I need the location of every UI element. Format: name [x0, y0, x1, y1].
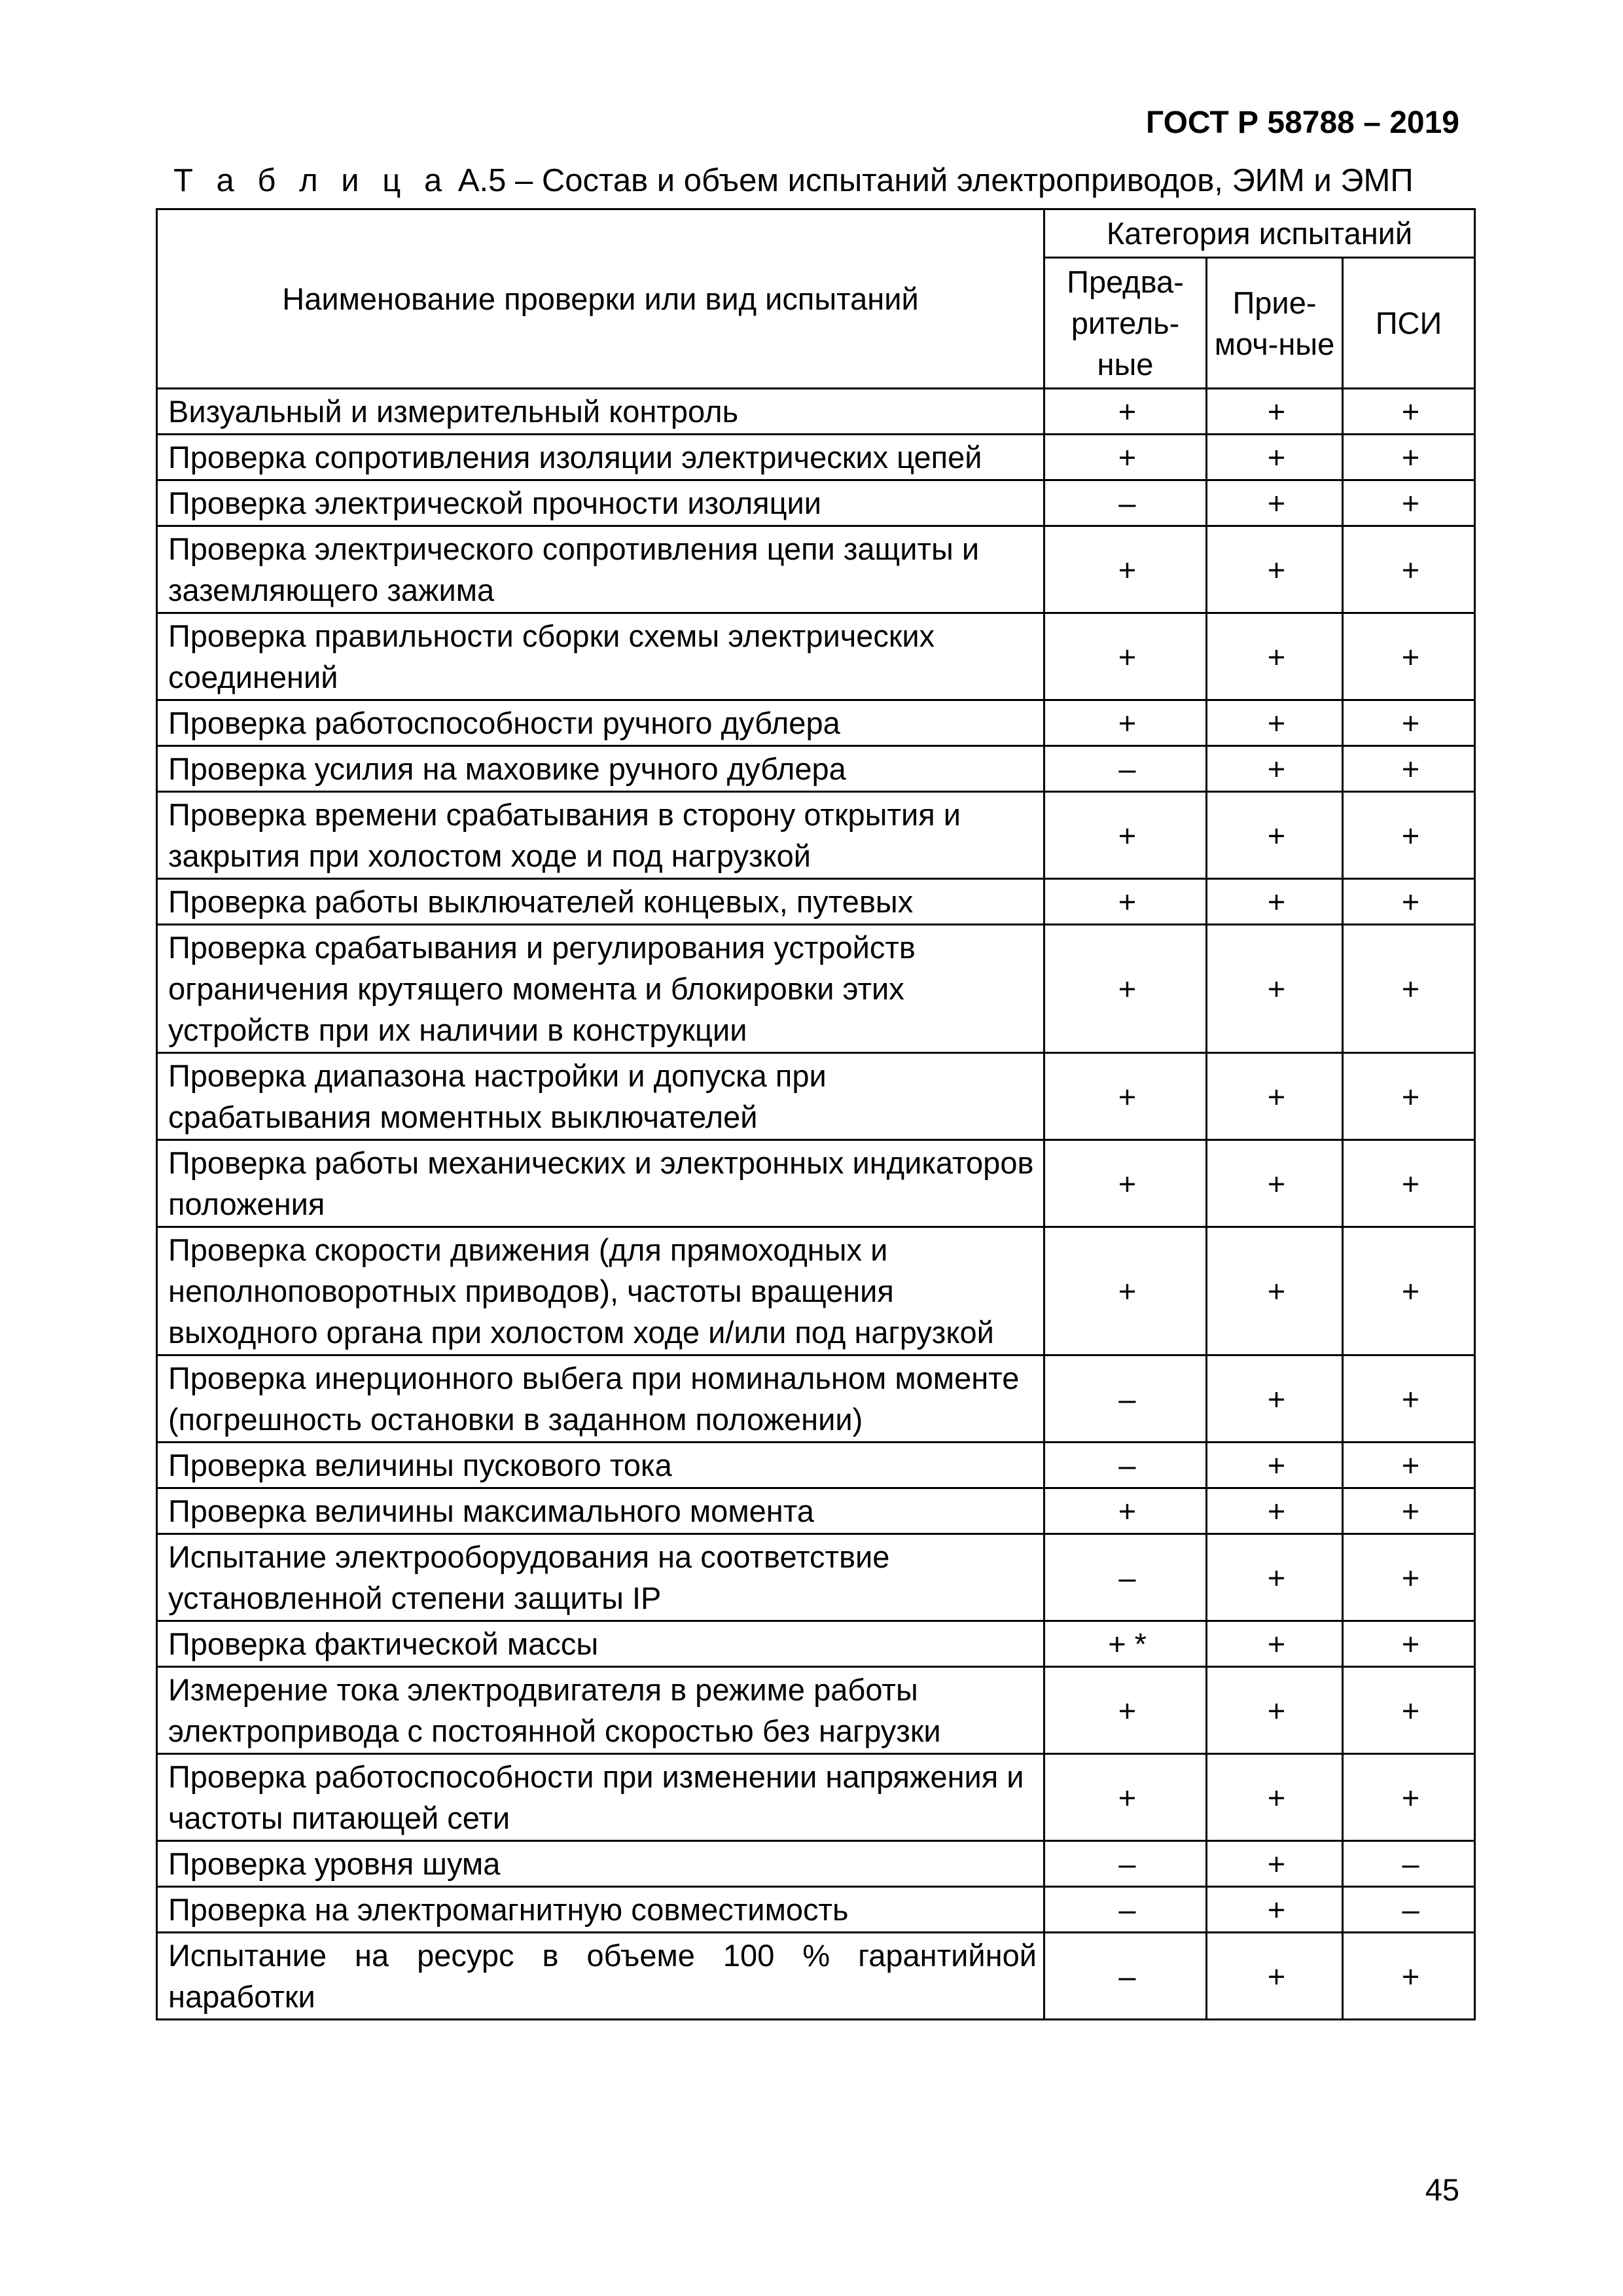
mark-cell-psi: + — [1343, 1053, 1475, 1140]
mark-cell-psi: – — [1343, 1841, 1475, 1887]
mark-cell-acceptance: + — [1207, 1621, 1343, 1667]
mark-cell-psi: + — [1343, 925, 1475, 1053]
test-name-cell: Проверка срабатывания и регулирования устройств ограничения крутящего момента и блокировки этих устройств при их наличии в конструкции — [157, 925, 1044, 1053]
test-name-cell: Проверка работы механических и электронных индикаторов положения — [157, 1140, 1044, 1227]
test-name-cell: Проверка работоспособности при изменении напряжения и частоты питающей сети — [157, 1754, 1044, 1841]
test-name-cell: Испытание электрооборудования на соответствие установленной степени защиты IP — [157, 1534, 1044, 1621]
test-name-cell: Проверка электрической прочности изоляции — [157, 480, 1044, 526]
mark-cell-acceptance: + — [1207, 700, 1343, 746]
mark-cell-acceptance: + — [1207, 1488, 1343, 1534]
mark-cell-psi: + — [1343, 1667, 1475, 1754]
page-number: 45 — [1425, 2172, 1459, 2207]
test-name-cell: Проверка времени срабатывания в сторону открытия и закрытия при холостом ходе и под нагрузкой — [157, 792, 1044, 879]
mark-cell-preliminary: + — [1044, 792, 1207, 879]
test-name-cell: Проверка инерционного выбега при номинальном моменте (погрешность остановки в заданном положении) — [157, 1355, 1044, 1443]
test-name-cell: Визуальный и измерительный контроль — [157, 389, 1044, 435]
table-row — [157, 1841, 1475, 1887]
mark-cell-psi: + — [1343, 1488, 1475, 1534]
table-row — [157, 1887, 1475, 1933]
test-name-cell: Проверка скорости движения (для прямоходных и неполноповоротных приводов), частоты вращения выходного органа при холостом ходе и/или под нагрузкой — [157, 1227, 1044, 1355]
table-row — [157, 1933, 1475, 2020]
mark-cell-preliminary: + — [1044, 1754, 1207, 1841]
mark-cell-acceptance: + — [1207, 480, 1343, 526]
table-row — [157, 1355, 1475, 1443]
table-row — [157, 1534, 1475, 1621]
test-name-cell: Проверка диапазона настройки и допуска при срабатывания моментных выключателей — [157, 1053, 1044, 1140]
mark-cell-psi: + — [1343, 746, 1475, 792]
table-row — [157, 526, 1475, 613]
mark-cell-psi: + — [1343, 1933, 1475, 2020]
mark-cell-acceptance: + — [1207, 792, 1343, 879]
table-row — [157, 792, 1475, 879]
mark-cell-acceptance: + — [1207, 389, 1343, 435]
table-row — [157, 1621, 1475, 1667]
mark-cell-preliminary: – — [1044, 1534, 1207, 1621]
mark-cell-preliminary: + — [1044, 879, 1207, 925]
mark-cell-psi: + — [1343, 613, 1475, 700]
table-row — [157, 480, 1475, 526]
mark-cell-preliminary: + — [1044, 613, 1207, 700]
mark-cell-preliminary: – — [1044, 480, 1207, 526]
table-row — [157, 879, 1475, 925]
table-row — [157, 1227, 1475, 1355]
table-row — [157, 1443, 1475, 1488]
mark-cell-preliminary: + — [1044, 1488, 1207, 1534]
mark-cell-acceptance: + — [1207, 1667, 1343, 1754]
col-header-psi: ПСИ — [1343, 258, 1475, 389]
table-row — [157, 1488, 1475, 1534]
mark-cell-preliminary: + — [1044, 435, 1207, 480]
mark-cell-psi: – — [1343, 1887, 1475, 1933]
test-name-cell: Измерение тока электродвигателя в режиме работы электропривода с постоянной скоростью без нагрузки — [157, 1667, 1044, 1754]
mark-cell-psi: + — [1343, 1355, 1475, 1443]
mark-cell-psi: + — [1343, 792, 1475, 879]
mark-cell-psi: + — [1343, 1621, 1475, 1667]
test-name-cell: Проверка сопротивления изоляции электрических цепей — [157, 435, 1044, 480]
mark-cell-psi: + — [1343, 1443, 1475, 1488]
mark-cell-psi: + — [1343, 700, 1475, 746]
test-name-cell: Проверка работоспособности ручного дублера — [157, 700, 1044, 746]
mark-cell-acceptance: + — [1207, 1841, 1343, 1887]
mark-cell-acceptance: + — [1207, 613, 1343, 700]
mark-cell-preliminary: + — [1044, 925, 1207, 1053]
test-name-cell: Проверка электрического сопротивления цепи защиты и заземляющего зажима — [157, 526, 1044, 613]
mark-cell-preliminary: + — [1044, 1053, 1207, 1140]
col-header-preliminary: Предва-ритель-ные — [1044, 258, 1207, 389]
mark-cell-acceptance: + — [1207, 746, 1343, 792]
mark-cell-psi: + — [1343, 480, 1475, 526]
mark-cell-acceptance: + — [1207, 1355, 1343, 1443]
table-row — [157, 389, 1475, 435]
mark-cell-preliminary: + — [1044, 389, 1207, 435]
mark-cell-preliminary: – — [1044, 1933, 1207, 2020]
mark-cell-acceptance: + — [1207, 1227, 1343, 1355]
test-name-cell: Проверка величины максимального момента — [157, 1488, 1044, 1534]
mark-cell-psi: + — [1343, 879, 1475, 925]
table-row — [157, 613, 1475, 700]
mark-cell-preliminary: – — [1044, 746, 1207, 792]
mark-cell-psi: + — [1343, 1140, 1475, 1227]
table-row — [157, 1053, 1475, 1140]
table-row — [157, 435, 1475, 480]
mark-cell-preliminary: + — [1044, 700, 1207, 746]
mark-cell-acceptance: + — [1207, 1053, 1343, 1140]
name-column-header: Наименование проверки или вид испытаний — [157, 209, 1044, 389]
mark-cell-preliminary: + — [1044, 1227, 1207, 1355]
mark-cell-acceptance: + — [1207, 879, 1343, 925]
mark-cell-preliminary: + * — [1044, 1621, 1207, 1667]
category-header: Категория испытаний — [1044, 209, 1475, 258]
mark-cell-acceptance: + — [1207, 1754, 1343, 1841]
mark-cell-psi: + — [1343, 1534, 1475, 1621]
mark-cell-acceptance: + — [1207, 526, 1343, 613]
test-name-cell: Проверка на электромагнитную совместимость — [157, 1887, 1044, 1933]
table-caption — [173, 162, 1414, 199]
test-name-cell: Проверка работы выключателей концевых, путевых — [157, 879, 1044, 925]
mark-cell-psi: + — [1343, 389, 1475, 435]
test-name-cell: Проверка правильности сборки схемы электрических соединений — [157, 613, 1044, 700]
mark-cell-psi: + — [1343, 526, 1475, 613]
table-row — [157, 925, 1475, 1053]
mark-cell-preliminary: – — [1044, 1355, 1207, 1443]
mark-cell-preliminary: + — [1044, 1140, 1207, 1227]
mark-cell-acceptance: + — [1207, 1933, 1343, 2020]
tests-table — [156, 208, 1476, 2020]
mark-cell-acceptance: + — [1207, 1443, 1343, 1488]
table-body — [157, 389, 1475, 2020]
test-name-cell: Испытание на ресурс в объеме 100 % гарантийной наработки — [157, 1933, 1044, 2020]
col-header-acceptance: Прие-моч-ные — [1207, 258, 1343, 389]
mark-cell-psi: + — [1343, 435, 1475, 480]
caption-prefix: Т а б л и ц а — [173, 163, 450, 198]
table-row — [157, 1667, 1475, 1754]
mark-cell-acceptance: + — [1207, 925, 1343, 1053]
document-id: ГОСТ Р 58788 – 2019 — [1145, 105, 1459, 140]
mark-cell-psi: + — [1343, 1754, 1475, 1841]
table-row — [157, 1754, 1475, 1841]
mark-cell-preliminary: – — [1044, 1841, 1207, 1887]
mark-cell-preliminary: + — [1044, 1667, 1207, 1754]
caption-text: А.5 – Состав и объем испытаний электроприводов, ЭИМ и ЭМП — [457, 163, 1414, 198]
mark-cell-acceptance: + — [1207, 435, 1343, 480]
test-name-cell: Проверка усилия на маховике ручного дублера — [157, 746, 1044, 792]
test-name-cell: Проверка фактической массы — [157, 1621, 1044, 1667]
mark-cell-acceptance: + — [1207, 1140, 1343, 1227]
table-row — [157, 700, 1475, 746]
test-name-cell: Проверка величины пускового тока — [157, 1443, 1044, 1488]
table-row — [157, 1140, 1475, 1227]
mark-cell-acceptance: + — [1207, 1534, 1343, 1621]
mark-cell-preliminary: – — [1044, 1887, 1207, 1933]
mark-cell-preliminary: – — [1044, 1443, 1207, 1488]
mark-cell-preliminary: + — [1044, 526, 1207, 613]
test-name-cell: Проверка уровня шума — [157, 1841, 1044, 1887]
mark-cell-acceptance: + — [1207, 1887, 1343, 1933]
mark-cell-psi: + — [1343, 1227, 1475, 1355]
table-row — [157, 746, 1475, 792]
